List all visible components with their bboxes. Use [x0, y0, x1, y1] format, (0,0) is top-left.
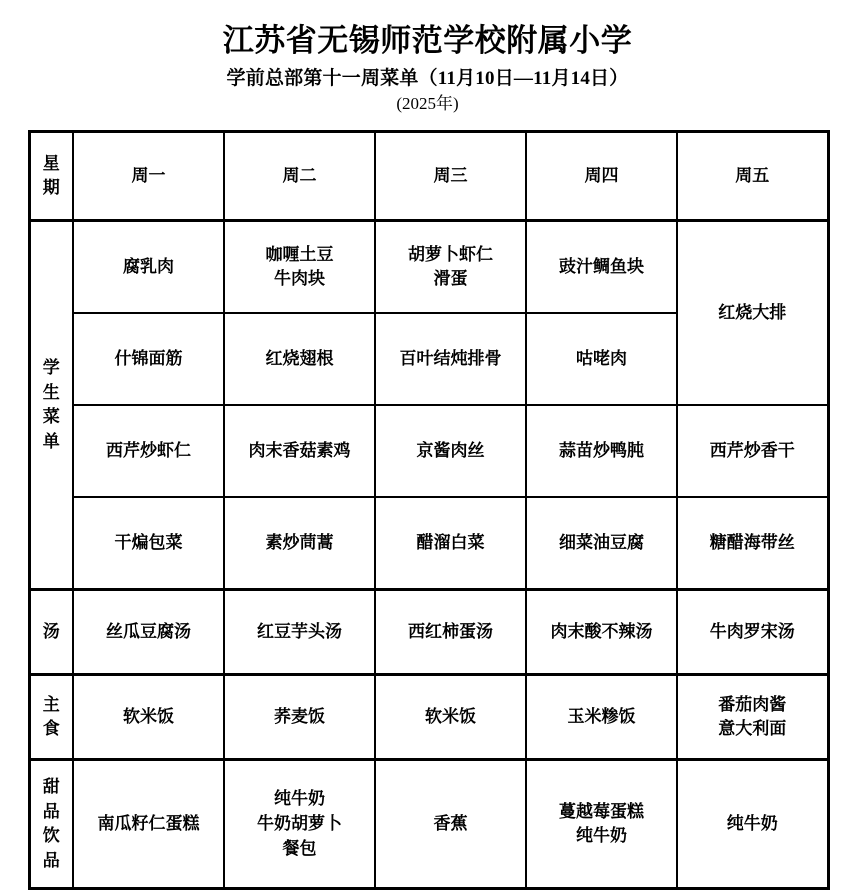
dessert-cell: 纯牛奶 牛奶胡萝卜 餐包 — [224, 760, 375, 889]
table-row-soup — [29, 590, 828, 675]
row-label-weekday-text: 星 期 — [42, 153, 60, 198]
staple-cell: 荞麦饭 — [224, 675, 375, 760]
dish-cell-merged: 红烧大排 — [677, 221, 828, 406]
staple-cell: 番茄肉酱 意大利面 — [677, 675, 828, 760]
row-label-staple-text: 主 食 — [42, 694, 60, 739]
dish-cell: 西芹炒香干 — [677, 405, 828, 497]
row-label-dessert-drink — [29, 760, 73, 889]
dish-cell: 什锦面筋 — [73, 313, 224, 405]
dish-cell: 红烧翅根 — [224, 313, 375, 405]
row-label-student-menu — [29, 221, 73, 590]
dessert-cell: 蔓越莓蛋糕 纯牛奶 — [526, 760, 677, 889]
soup-cell: 肉末酸不辣汤 — [526, 590, 677, 675]
row-label-weekday — [29, 132, 73, 221]
table-row-dessert — [29, 760, 828, 889]
table-row — [29, 221, 828, 314]
page-subtitle: 学前总部第十一周菜单（11月10日—11月14日） — [226, 67, 629, 89]
dish-cell: 京酱肉丝 — [375, 405, 526, 497]
dish-cell: 干煸包菜 — [73, 497, 224, 590]
column-header-wednesday: 周三 — [375, 132, 526, 221]
dish-cell: 蒜苗炒鸭肫 — [526, 405, 677, 497]
column-header-tuesday: 周二 — [224, 132, 375, 221]
dish-cell: 西芹炒虾仁 — [73, 405, 224, 497]
dessert-cell: 南瓜籽仁蛋糕 — [73, 760, 224, 889]
row-label-staple — [29, 675, 73, 760]
soup-cell: 红豆芋头汤 — [224, 590, 375, 675]
soup-cell: 牛肉罗宋汤 — [677, 590, 828, 675]
page-year: (2025年) — [396, 94, 459, 114]
dish-cell: 糖醋海带丝 — [677, 497, 828, 590]
table-row-staple — [29, 675, 828, 760]
dish-cell: 胡萝卜虾仁 滑蛋 — [375, 221, 526, 314]
column-header-thursday: 周四 — [526, 132, 677, 221]
dish-cell: 醋溜白菜 — [375, 497, 526, 590]
staple-cell: 玉米糁饭 — [526, 675, 677, 760]
dish-cell: 肉末香菇素鸡 — [224, 405, 375, 497]
row-label-soup-text: 汤 — [42, 622, 60, 642]
dish-cell: 素炒茼蒿 — [224, 497, 375, 590]
table-row — [29, 497, 828, 590]
column-header-monday: 周一 — [73, 132, 224, 221]
soup-cell: 丝瓜豆腐汤 — [73, 590, 224, 675]
dish-cell: 咕咾肉 — [526, 313, 677, 405]
dish-cell: 细菜油豆腐 — [526, 497, 677, 590]
dessert-cell: 纯牛奶 — [677, 760, 828, 889]
column-header-friday: 周五 — [677, 132, 828, 221]
dish-cell: 腐乳肉 — [73, 221, 224, 314]
dish-cell: 咖喱土豆 牛肉块 — [224, 221, 375, 314]
menu-table-wrapper — [28, 130, 828, 890]
row-label-dessert-drink-text: 甜 品 饮 品 — [42, 777, 60, 871]
soup-cell: 西红柿蛋汤 — [375, 590, 526, 675]
row-label-student-menu-text: 学 生 菜 单 — [42, 358, 60, 452]
page-title: 江苏省无锡师范学校附属小学 — [222, 23, 633, 58]
staple-cell: 软米饭 — [375, 675, 526, 760]
row-label-soup — [29, 590, 73, 675]
table-header-row — [29, 132, 828, 221]
weekly-menu-table — [28, 130, 830, 890]
dish-cell: 百叶结炖排骨 — [375, 313, 526, 405]
staple-cell: 软米饭 — [73, 675, 224, 760]
dish-cell: 豉汁鲷鱼块 — [526, 221, 677, 314]
table-row — [29, 405, 828, 497]
dessert-cell: 香蕉 — [375, 760, 526, 889]
document-heading — [0, 0, 855, 116]
